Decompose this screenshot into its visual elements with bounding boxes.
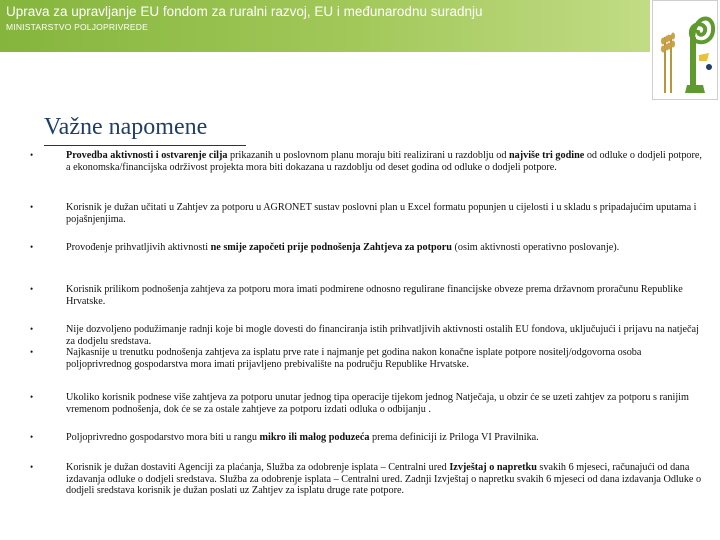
ministry-logo-icon bbox=[653, 1, 719, 101]
header-subtitle: MINISTARSTVO POLJOPRIVREDE bbox=[6, 22, 149, 32]
note-emphasis: najviše tri godine bbox=[508, 150, 585, 161]
note-part: od odluke o dodjeli potpore, a ekonomska/financijska održivost projekta mora biti dokazana u razdoblju od deset godina od odluke o dodjeli potpore. bbox=[66, 150, 702, 173]
bullet: • bbox=[30, 347, 34, 357]
note-emphasis: mikro ili malog poduzeća bbox=[259, 432, 370, 443]
note-part: (osim aktivnosti operativno poslovanje). bbox=[451, 242, 620, 253]
note-text: Ukoliko korisnik podnese više zahtjeva za potporu unutar jednog tipa operacije tijekom jednog Natječaja, u obzir će se uzeti zahtjev za potporu s ranijim vremenom podnošenja, dok će se za ostale zahtjeve za potporu izdati odluka o odbijanju . bbox=[66, 392, 689, 415]
note-emphasis: ne smije započeti prije podnošenja Zahtjeva za potporu bbox=[210, 242, 452, 253]
bullet: • bbox=[30, 284, 34, 294]
bullet: • bbox=[30, 324, 34, 334]
bullet: • bbox=[30, 202, 34, 212]
bullet: • bbox=[30, 462, 34, 472]
note-text: Korisnik je dužan učitati u Zahtjev za potporu u AGRONET sustav poslovni plan u Excel formatu popunjen u cijelosti i u skladu s pripadajućim uputama i pojašnjenjima. bbox=[66, 202, 697, 225]
ministry-logo bbox=[652, 0, 718, 100]
note-text: Korisnik prilikom podnošenja zahtjeva za potporu mora imati podmirene odnosno regulirane financijske obveze prema državnom proračunu Republike Hrvatske. bbox=[66, 284, 683, 307]
note-text bbox=[66, 150, 706, 173]
note-part: Korisnik je dužan dostaviti Agenciji za plaćanja, Služba za odobrenje isplata – Centralni ured bbox=[66, 462, 450, 473]
note-text: Najkasnije u trenutku podnošenja zahtjeva za isplatu prve rate i najmanje pet godina nakon konačne isplate potpore nositelj/odgovorna osoba poljoprivrednog gospodarstva mora imati prijavljeno prebivalište na području Republike Hrvatske. bbox=[66, 347, 642, 370]
page-title: Važne napomene bbox=[44, 114, 208, 140]
note-part: prikazanih u poslovnom planu moraju biti realizirani u razdoblju od bbox=[227, 150, 509, 161]
note-part: svakih 6 mjeseci, računajući od dana izdavanja odluke o dodjeli sredstava. Služba za odobrenje isplata – Centralni ured. Zadnji Izvještaj o napretku svakih 6 mjeseci od dana izdavanja Odluke o dodjeli sredstava korisnik je dužan poslati uz Zahtjev za isplatu druge rate potpore. bbox=[66, 462, 702, 496]
note-text: Nije dozvoljeno podužimanje radnji koje bi mogle dovesti do financiranja istih prihvatljivih aktivnosti ostalih EU fondova, uključujući i prijavu na natječaj za dodjelu sredstava. bbox=[66, 324, 699, 347]
bullet: • bbox=[30, 242, 34, 252]
note-emphasis: Provedba aktivnosti i ostvarenje cilja bbox=[66, 150, 228, 161]
note-emphasis: Izvještaj o napretku bbox=[449, 462, 537, 473]
header-band bbox=[0, 0, 650, 52]
bullet: • bbox=[30, 392, 34, 402]
note-part: Poljoprivredno gospodarstvo mora biti u rangu bbox=[66, 432, 260, 443]
note-part: prema definiciji iz Priloga VI Pravilnika. bbox=[369, 432, 539, 443]
bullet: • bbox=[30, 432, 34, 442]
note-text bbox=[66, 462, 706, 497]
title-underline bbox=[44, 145, 246, 146]
note-text bbox=[66, 432, 706, 444]
bullet: • bbox=[30, 150, 34, 160]
note-part: Provođenje prihvatljivih aktivnosti bbox=[66, 242, 211, 253]
header-title: Uprava za upravljanje EU fondom za ruralni razvoj, EU i međunarodnu suradnju bbox=[6, 4, 483, 19]
note-text bbox=[66, 242, 706, 254]
